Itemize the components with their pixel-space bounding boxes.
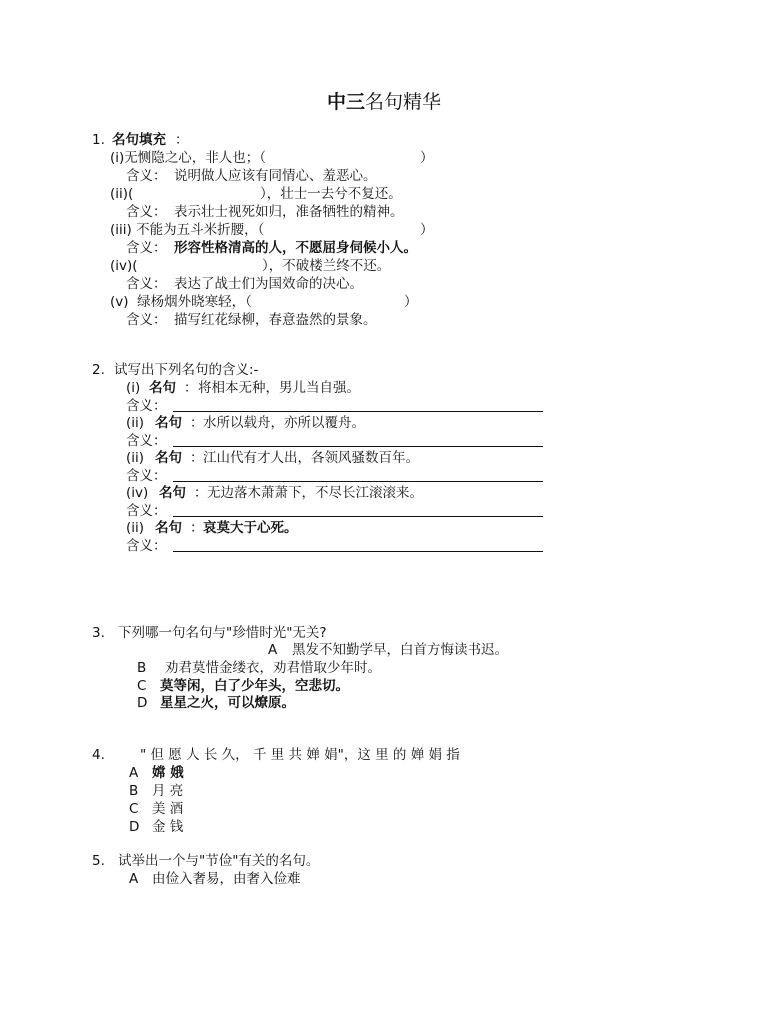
- q1-number: 1.: [92, 132, 105, 148]
- q1-item-3-meaning-label: 含义：: [126, 240, 167, 256]
- q1-colon: ：: [175, 132, 189, 148]
- q2-item-5-index: (ii): [126, 520, 145, 536]
- q2-item-1-label: 名句: [149, 380, 176, 396]
- q2-item-5-label: 名句: [155, 520, 182, 536]
- q2-item-1-quote: 将相本无种，男儿当自强。: [198, 380, 360, 396]
- q2-item-5-sep: ：: [190, 520, 204, 536]
- q4-text: " 但 愿 人 长 久， 千 里 共 婵 娟"，这 里 的 婵 娟 指: [140, 747, 460, 763]
- q1-item-5: (v) 绿杨烟外晓寒轻，（: [110, 294, 252, 310]
- q2-item-5-answer-line[interactable]: [173, 551, 543, 552]
- q1-item-5-meaning-label: 含义：: [126, 312, 167, 328]
- q1-item-5-close: ）: [404, 294, 418, 310]
- q2-item-1-sep: ：: [184, 380, 198, 396]
- q1-item-1-meaning-label: 含义：: [126, 168, 167, 184]
- q2-item-4-meaning-label: 含义：: [126, 503, 167, 519]
- q1-item-5-meaning: 描写红花绿柳，春意盎然的景象。: [174, 312, 377, 328]
- q2-item-2-answer-line[interactable]: [173, 446, 543, 447]
- q2-item-3-answer-line[interactable]: [173, 481, 543, 482]
- q2-item-3-quote: 江山代有才人出，各领风骚数百年。: [203, 450, 419, 466]
- q2-item-1-answer-line[interactable]: [173, 411, 543, 412]
- q3-option-c-letter: C: [137, 678, 147, 694]
- q5-number: 5.: [92, 853, 105, 869]
- q1-item-4-close: ），不破楼兰终不还。: [262, 258, 391, 274]
- q1-item-1: (i)无恻隐之心，非人也；（: [110, 150, 267, 166]
- q2-item-2-sep: ：: [190, 415, 204, 431]
- q4-number: 4.: [92, 747, 105, 763]
- q1-item-2-meaning: 表示壮士视死如归，准备牺牲的精神。: [174, 204, 404, 220]
- q2-item-3-sep: ：: [190, 450, 204, 466]
- q1-item-1-close: ）: [420, 150, 434, 166]
- q1-item-2-meaning-label: 含义：: [126, 204, 167, 220]
- q2-item-3-index: (ii): [126, 450, 145, 466]
- q2-item-2-label: 名句: [155, 415, 182, 431]
- q3-option-a-text: 黑发不知勤学早，白首方悔读书迟。: [292, 642, 508, 658]
- q2-item-4-quote: 无边落木萧萧下，不尽长江滚滚来。: [207, 485, 423, 501]
- q5-text: 试举出一个与"节俭"有关的名句。: [118, 853, 320, 869]
- q2-number: 2.: [92, 362, 105, 378]
- q2-item-3-meaning-label: 含义：: [126, 468, 167, 484]
- q1-item-2-close: ），壮士一去兮不复还。: [260, 186, 402, 202]
- q2-item-1-meaning-label: 含义：: [126, 398, 167, 414]
- q3-option-b-letter: B: [137, 660, 147, 676]
- q4-option-b-text: 月 亮: [152, 783, 184, 799]
- q1-item-3-meaning: 形容性格清高的人，不愿屈身伺候小人。: [174, 240, 417, 256]
- q4-option-d-text: 金 钱: [152, 819, 184, 835]
- q1-item-4: (iv)(: [110, 258, 138, 274]
- q1-item-4-meaning-label: 含义：: [126, 276, 167, 292]
- q2-item-2-meaning-label: 含义：: [126, 433, 167, 449]
- page-title: 中三名句精华: [326, 91, 442, 113]
- q2-item-4-index: (iv): [126, 485, 149, 501]
- q2-item-1-index: (i): [126, 380, 141, 396]
- q1-item-4-meaning: 表达了战士们为国效命的决心。: [174, 276, 363, 292]
- q4-option-a-letter: A: [129, 765, 139, 781]
- q3-number: 3.: [92, 625, 105, 641]
- q2-item-5-meaning-label: 含义：: [126, 538, 167, 554]
- q1-item-3: (iii) 不能为五斗米折腰，（: [110, 222, 265, 238]
- q2-item-3-label: 名句: [155, 450, 182, 466]
- q2-item-4-label: 名句: [159, 485, 186, 501]
- q4-option-a-text: 嫦 娥: [152, 765, 184, 781]
- q2-item-5-quote: 哀莫大于心死。: [203, 520, 298, 536]
- q4-option-b-letter: B: [129, 783, 139, 799]
- q3-option-d-letter: D: [137, 695, 148, 711]
- q4-option-c-letter: C: [129, 801, 139, 817]
- q1-item-3-close: ）: [420, 222, 434, 238]
- q2-item-2-quote: 水所以载舟，亦所以覆舟。: [203, 415, 365, 431]
- q5-option-a-letter: A: [129, 871, 139, 887]
- q1-item-1-meaning: 说明做人应该有同情心、羞恶心。: [174, 168, 377, 184]
- q5-option-a-text: 由俭入奢易，由奢入俭难: [152, 871, 301, 887]
- q4-option-c-text: 美 酒: [152, 801, 184, 817]
- q2-text: 试写出下列名句的含义:-: [114, 362, 259, 378]
- q2-item-4-sep: ：: [194, 485, 208, 501]
- q3-option-a-letter: A: [268, 642, 278, 658]
- q3-option-b-text: 劝君莫惜金缕衣，劝君惜取少年时。: [165, 660, 381, 676]
- q3-text: 下列哪一句名句与"珍惜时光"无关?: [118, 625, 327, 641]
- q1-item-2: (ii)(: [110, 186, 134, 202]
- q4-option-d-letter: D: [129, 819, 140, 835]
- q1-label: 名句填充: [112, 132, 166, 148]
- q2-item-4-answer-line[interactable]: [173, 516, 543, 517]
- q2-item-2-index: (ii): [126, 415, 145, 431]
- q3-option-d-text: 星星之火，可以燎原。: [160, 695, 295, 711]
- q3-option-c-text: 莫等闲，白了少年头，空悲切。: [160, 678, 349, 694]
